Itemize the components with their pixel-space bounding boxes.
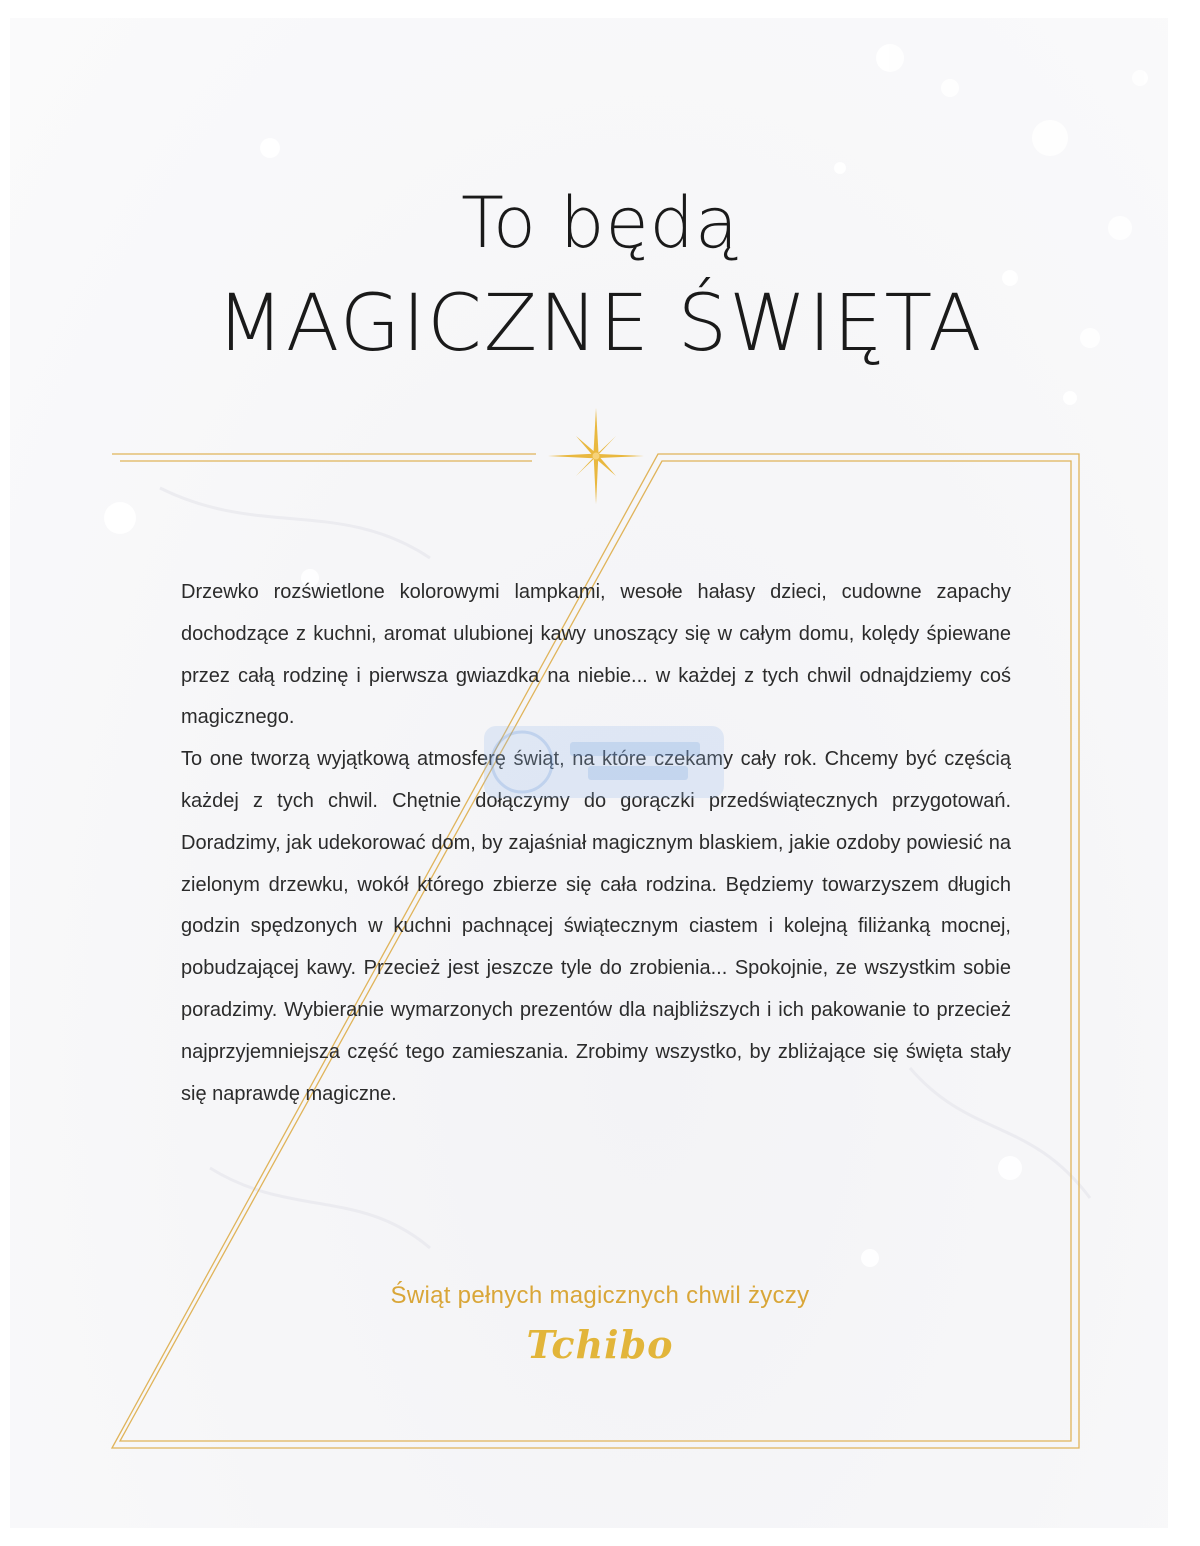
body-paragraph-1: Drzewko rozświetlone kolorowymi lampkami, wesołe hałasy dzieci, cudowne zapachy dochodzące z kuchni, aromat ulubionej kawy unoszący się w całym domu, kolędy śpiewane przez całą rodzinę i pierwsza gwiazdka na niebie... w każdej z tych chwil odnajdziemy coś magicznego.: [181, 581, 1011, 729]
page-title-line2: MAGICZNE ŚWIĘTA: [216, 279, 984, 369]
body-paragraph-2: To one tworzą wyjątkową atmosferę świąt, na które czekamy cały rok. Chcemy być częścią każdej z tych chwil. Chętnie dołączymy do gorączki przedświątecznych przygotowań. Doradzimy, jak udekorować dom, by zajaśniał magicznym blaskiem, jakie ozdoby powiesić na zielonym drzewku, wokół którego zbierze się cała rodzina. Będziemy towarzyszem długich godzin spędzonych w kuchni pachnącej świątecznym ciastem i kolejną filiżanką mocnej, pobudzającej kawy. Przecież jest jeszcze tyle do zrobienia... Spokojnie, ze wszystkim sobie poradzimy. Wybieranie wymarzonych prezentów dla najbliższych i ich pakowanie to przecież najprzyjemniejsza część tego zamieszania. Zrobimy wszystko, by zbliżające się święta stały się naprawdę magiczne.: [181, 748, 1011, 1105]
brand-logo: Tchibo: [526, 1322, 674, 1367]
closing-greeting: Świąt pełnych magicznych chwil życzy: [390, 1282, 810, 1309]
page-title-line1: To będą: [461, 182, 739, 264]
watermark-logo: [478, 722, 730, 802]
star-icon: [546, 406, 646, 506]
body-text: [181, 572, 1011, 1115]
